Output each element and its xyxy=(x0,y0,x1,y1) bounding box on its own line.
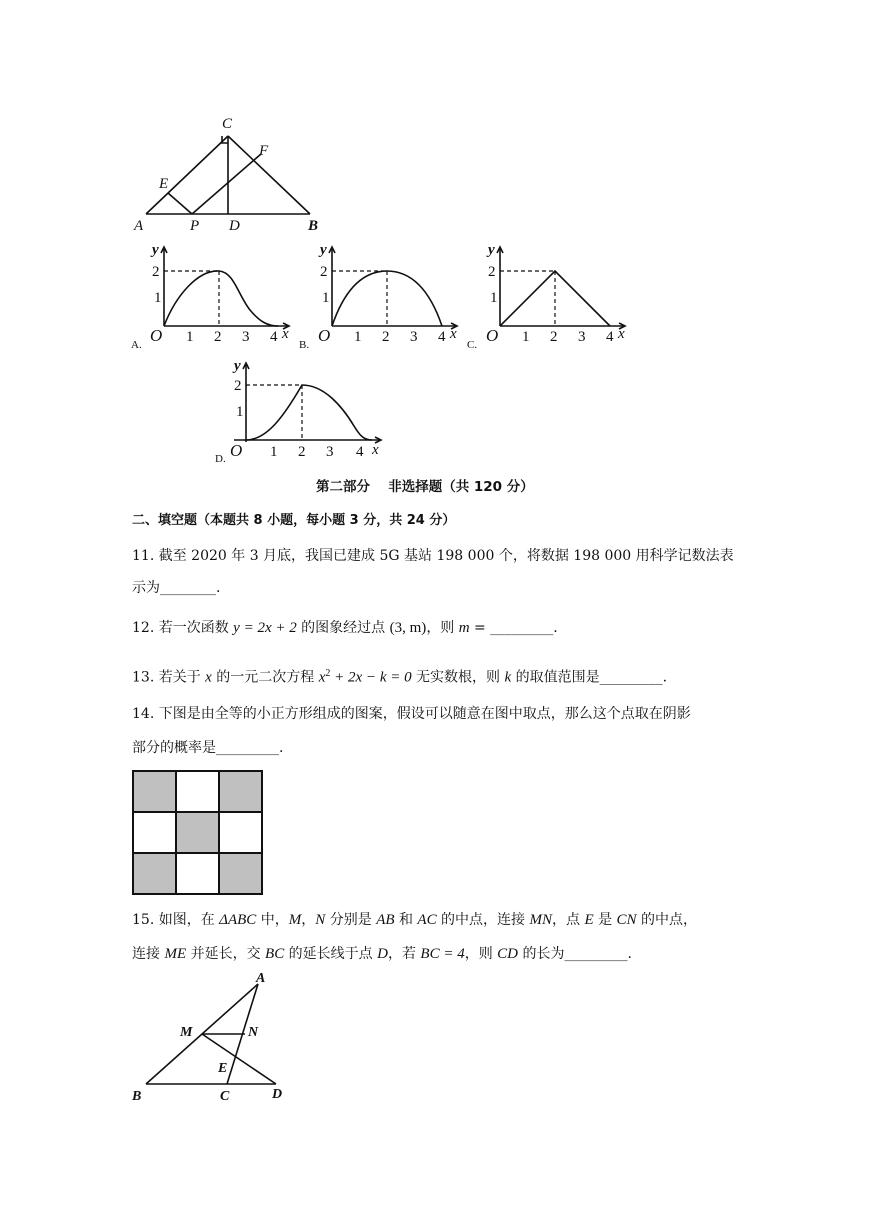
shaded-square xyxy=(133,771,176,812)
x-axis-label: x xyxy=(282,326,289,342)
q13-eq-exp: 2 xyxy=(325,668,331,679)
label-p: P xyxy=(190,218,200,234)
q13-prefix: 13. 若关于 xyxy=(132,669,206,686)
x-tick-4: 4 xyxy=(270,329,278,345)
x-tick-1: 1 xyxy=(270,444,278,460)
x-tick-1: 1 xyxy=(354,329,362,345)
origin-label: O xyxy=(318,326,331,345)
shaded-square xyxy=(219,771,262,812)
q12-suffix1: ，则 xyxy=(426,620,459,636)
math-term: CN xyxy=(616,912,637,928)
x-tick-3: 3 xyxy=(326,444,334,460)
math-term: D xyxy=(377,946,388,962)
math-term: ME xyxy=(164,946,187,962)
shaded-square xyxy=(176,812,219,853)
label-e: E xyxy=(218,1061,228,1076)
origin-label: O xyxy=(150,326,163,345)
text-part: 分别是 xyxy=(325,912,377,928)
q15-line2 xyxy=(132,945,632,963)
x-axis-label: x xyxy=(372,442,379,458)
blank-square xyxy=(176,771,219,812)
q13 xyxy=(132,665,667,687)
label-m: M xyxy=(180,1025,193,1040)
option-c-label: C. xyxy=(467,339,478,351)
q13-middle2: 无实数根，则 xyxy=(411,669,505,686)
q12 xyxy=(132,619,558,637)
q13-middle1: 的一元二次方程 xyxy=(211,669,319,686)
q13-var-x: x xyxy=(205,669,212,686)
y-axis-label: y xyxy=(152,242,159,258)
label-n: N xyxy=(248,1025,259,1040)
text-part: 的延长线于点 xyxy=(284,946,378,962)
q12-formula: y = 2x + 2 xyxy=(233,620,297,636)
x-tick-3: 3 xyxy=(578,329,586,345)
q13-eq-base: x xyxy=(318,669,326,686)
option-d-graph[interactable] xyxy=(212,356,388,468)
label-b: B xyxy=(308,218,319,234)
blank-square xyxy=(176,853,219,894)
part2-title: 第二部分 非选择题（共 120 分） xyxy=(316,479,534,495)
y-tick-2: 2 xyxy=(152,264,160,280)
q12-prefix: 12. 若一次函数 xyxy=(132,620,234,636)
x-tick-3: 3 xyxy=(410,329,418,345)
math-term: CD xyxy=(497,946,518,962)
x-tick-3: 3 xyxy=(242,329,250,345)
math-term: ΔABC xyxy=(219,912,257,928)
shaded-square xyxy=(219,853,262,894)
y-tick-1: 1 xyxy=(322,290,330,306)
y-tick-2: 2 xyxy=(488,264,496,280)
label-d: D xyxy=(272,1087,283,1102)
text-part: ， xyxy=(301,912,316,928)
math-term: MN xyxy=(529,912,552,928)
option-a-graph[interactable] xyxy=(128,240,298,352)
shaded-square xyxy=(133,853,176,894)
text-part: 的长为_________. xyxy=(518,946,632,962)
option-b-label: B. xyxy=(299,339,310,351)
math-term: N xyxy=(315,912,326,928)
x-axis-label: x xyxy=(618,326,625,342)
option-d-label: D. xyxy=(215,453,226,465)
q13-eq-rest: + 2x − k = 0 xyxy=(330,669,412,686)
x-tick-1: 1 xyxy=(186,329,194,345)
blank-square xyxy=(219,812,262,853)
q15-line1 xyxy=(132,911,697,929)
y-axis-label: y xyxy=(488,242,495,258)
grid-figure xyxy=(132,770,264,896)
q12-var: m xyxy=(458,620,470,636)
math-term: M xyxy=(288,912,302,928)
x-tick-2: 2 xyxy=(298,444,306,460)
y-tick-1: 1 xyxy=(490,290,498,306)
q12-middle: 的图象经过点 xyxy=(296,620,390,636)
option-b-graph[interactable] xyxy=(296,240,466,352)
text-part: ，点 xyxy=(552,912,585,928)
text-part: ，若 xyxy=(387,946,421,962)
math-term: BC = 4 xyxy=(420,946,465,962)
q14-line1: 14. 下图是由全等的小正方形组成的图案，假设可以随意在图中取点，那么这个点取在阴影 xyxy=(132,706,691,722)
text-part: 15. 如图，在 xyxy=(132,912,220,928)
blank-square xyxy=(133,812,176,853)
y-tick-2: 2 xyxy=(320,264,328,280)
q11-line2: 示为________. xyxy=(132,580,221,596)
y-tick-1: 1 xyxy=(236,404,244,420)
x-tick-2: 2 xyxy=(382,329,390,345)
y-axis-label: y xyxy=(320,242,327,258)
text-part: 并延长，交 xyxy=(186,946,266,962)
math-term: AB xyxy=(376,912,395,928)
q12-suffix2: = _________. xyxy=(469,620,558,636)
label-a: A xyxy=(256,971,266,986)
q12-point: (3, m) xyxy=(389,620,427,636)
triangle-figure xyxy=(128,108,338,236)
option-c-graph[interactable] xyxy=(464,240,634,352)
q15-figure xyxy=(128,968,298,1104)
text-part: 是 xyxy=(593,912,617,928)
math-term: BC xyxy=(265,946,285,962)
text-part: 中， xyxy=(256,912,289,928)
x-axis-label: x xyxy=(450,326,457,342)
y-tick-2: 2 xyxy=(234,378,242,394)
label-c: C xyxy=(220,1089,230,1104)
section2-title: 二、填空题（本题共 8 小题，每小题 3 分，共 24 分） xyxy=(132,513,456,528)
origin-label: O xyxy=(230,441,243,460)
text-part: 和 xyxy=(394,912,418,928)
label-e: E xyxy=(159,176,169,192)
x-tick-4: 4 xyxy=(606,329,614,345)
y-tick-1: 1 xyxy=(154,290,162,306)
x-tick-4: 4 xyxy=(356,444,364,460)
option-a-label: A. xyxy=(131,339,142,351)
label-a: A xyxy=(134,218,144,234)
label-c: C xyxy=(222,116,233,132)
q13-suffix: 的取值范围是_________. xyxy=(511,669,668,686)
origin-label: O xyxy=(486,326,499,345)
label-b: B xyxy=(132,1089,142,1104)
x-tick-2: 2 xyxy=(214,329,222,345)
math-term: E xyxy=(584,912,594,928)
q13-var-k: k xyxy=(504,669,512,686)
text-part: 的中点， xyxy=(636,912,697,928)
q14-line2: 部分的概率是_________. xyxy=(132,740,284,756)
text-part: 的中点，连接 xyxy=(436,912,530,928)
label-d: D xyxy=(229,218,240,234)
text-part: ，则 xyxy=(464,946,498,962)
y-axis-label: y xyxy=(234,358,241,374)
x-tick-1: 1 xyxy=(522,329,530,345)
math-term: AC xyxy=(417,912,437,928)
text-part: 连接 xyxy=(132,946,165,962)
x-tick-2: 2 xyxy=(550,329,558,345)
q11-line1: 11. 截至 2020 年 3 月底，我国已建成 5G 基站 198 000 个，将数据 198 000 用科学记数法表 xyxy=(132,548,734,564)
x-tick-4: 4 xyxy=(438,329,446,345)
label-f: F xyxy=(259,143,269,159)
